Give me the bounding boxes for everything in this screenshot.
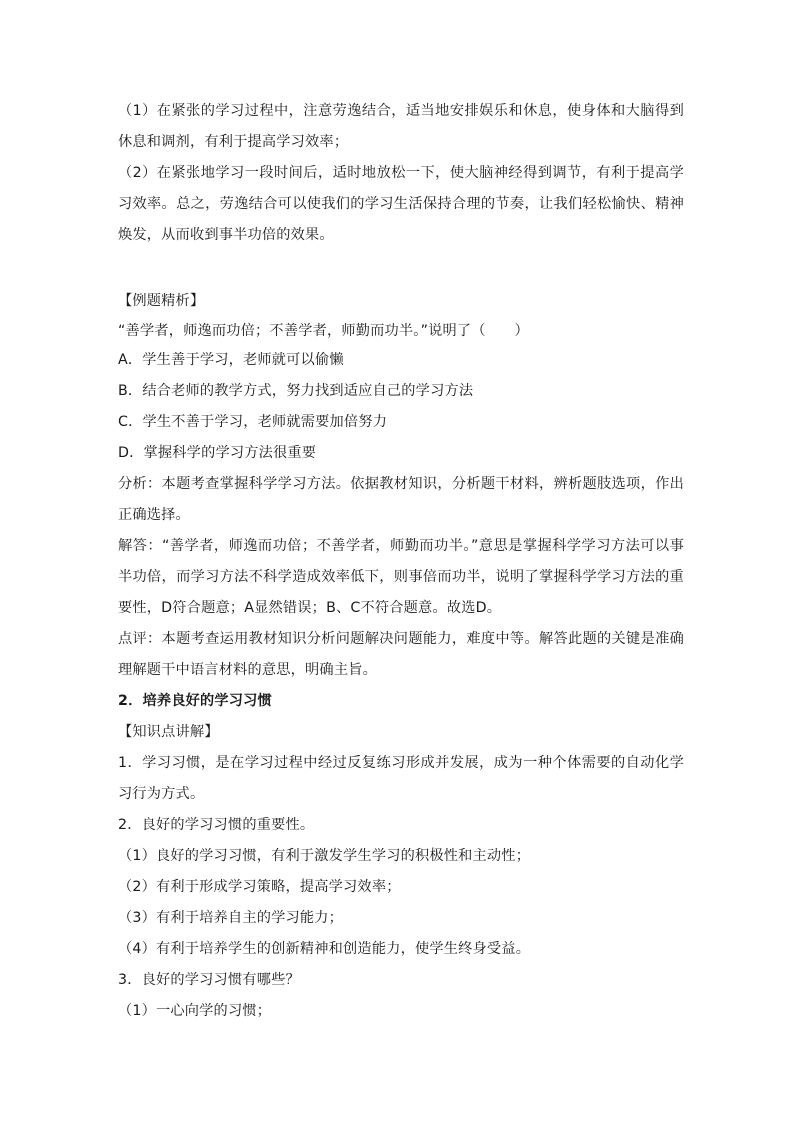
example-question: “善学者，师逸而功倍；不善学者，师勤而功半。”说明了（ ）	[118, 323, 529, 339]
example-heading: 【例题精析】	[118, 293, 205, 309]
point-habits: 3．良好的学习习惯有哪些？	[118, 972, 300, 988]
point-importance: 2．良好的学习习惯的重要性。	[118, 817, 315, 833]
importance-item: （3）有利于培养自主的学习能力；	[118, 910, 344, 926]
importance-item: （1）良好的学习习惯，有利于激发学生学习的积极性和主动性；	[118, 848, 531, 864]
page-content	[118, 96, 684, 1027]
habit-item: （1）一心向学的习惯；	[118, 1003, 272, 1019]
paragraph-rest-benefit: （1）在紧张的学习过程中，注意劳逸结合，适当地安排娱乐和休息，使身体和大脑得到休息和调剂，有利于提高学习效率；	[118, 103, 684, 150]
section-title: 2．培养良好的学习习惯	[118, 693, 272, 709]
option-b: B．结合老师的教学方式，努力找到适应自己的学习方法	[118, 383, 474, 399]
importance-item: （2）有利于形成学习策略，提高学习效率；	[118, 879, 401, 895]
knowledge-heading: 【知识点讲解】	[118, 724, 219, 740]
paragraph-relax-benefit: （2）在紧张地学习一段时间后，适时地放松一下，使大脑神经得到调节，有利于提高学习效率。总之，劳逸结合可以使我们的学习生活保持合理的节奏，让我们轻松愉快、精神焕发，从而收到事半功倍的效果。	[118, 165, 684, 243]
option-c: C．学生不善于学习，老师就需要加倍努力	[118, 414, 388, 430]
section-gap	[118, 251, 684, 286]
answer-text: 解答：“善学者，师逸而功倍；不善学者，师勤而功半。”意思是掌握科学学习方法可以事半功倍，而学习方法不科学造成效率低下，则事倍而功半，说明了掌握科学学习方法的重要性，D符合题意；A显然错误；B、C不符合题意。故选D。	[118, 538, 684, 616]
point-definition: 1．学习习惯，是在学习过程中经过反复练习形成并发展，成为一种个体需要的自动化学习行为方式。	[118, 755, 684, 802]
analysis-text: 分析：本题考查掌握科学学习方法。依据教材知识，分析题干材料，辨析题肢选项，作出正确选择。	[118, 476, 684, 523]
importance-item: （4）有利于培养学生的创新精神和创造能力，使学生终身受益。	[118, 941, 531, 957]
option-d: D．掌握科学的学习方法很重要	[118, 445, 317, 461]
comment-text: 点评：本题考查运用教材知识分析问题解决问题能力，难度中等。解答此题的关键是准确理解题干中语言材料的意思，明确主旨。	[118, 631, 684, 678]
option-a: A．学生善于学习，老师就可以偷懒	[118, 352, 344, 368]
